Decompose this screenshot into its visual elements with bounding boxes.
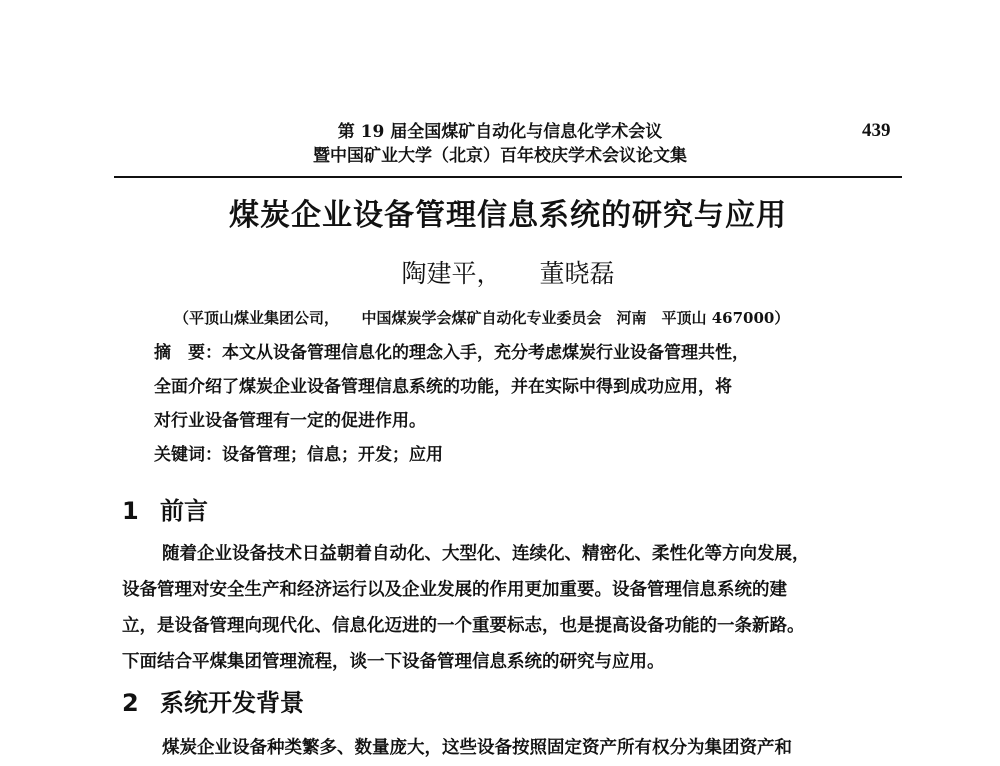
abstract-line: 全面介绍了煤炭企业设备管理信息系统的功能，并在实际中得到成功应用，将 [154, 377, 732, 397]
page-number: 439 [862, 120, 891, 141]
author-name: 陶建平， [401, 259, 502, 288]
section-title: 系统开发背景 [160, 689, 304, 717]
body-paragraph [122, 536, 900, 680]
header-divider [114, 176, 902, 178]
header-line-2: 暨中国矿业大学（北京）百年校庆学术会议论文集 [313, 146, 687, 166]
paragraph-line: 立，是设备管理向现代化、信息化迈进的一个重要标志，也是提高设备功能的一条新路。 [122, 616, 805, 636]
keywords-label: 关键词： [154, 445, 222, 465]
author-name: 董晓磊 [539, 259, 615, 288]
author-list [114, 254, 902, 290]
keywords-text: 设备管理；信息；开发；应用 [222, 445, 443, 465]
abstract-line [154, 336, 854, 370]
section-number: 2 [122, 689, 139, 717]
abstract-line: 对行业设备管理有一定的促进作用。 [154, 411, 426, 431]
abstract [154, 336, 854, 438]
section-title: 前言 [160, 497, 208, 525]
header-line-1: 第 19 届全国煤矿自动化与信息化学术会议 [337, 122, 663, 142]
paragraph-line: 下面结合平煤集团管理流程，谈一下设备管理信息系统的研究与应用。 [122, 652, 665, 672]
paper-title: 煤炭企业设备管理信息系统的研究与应用 [229, 198, 787, 233]
paragraph-line: 设备管理对安全生产和经济运行以及企业发展的作用更加重要。设备管理信息系统的建 [122, 580, 787, 600]
paragraph-line: 煤炭企业设备种类繁多、数量庞大，这些设备按照固定资产所有权分为集团资产和 [162, 738, 792, 758]
section-heading [122, 683, 304, 718]
running-header [200, 120, 800, 168]
affiliation: （平顶山煤业集团公司， 中国煤炭学会煤矿自动化专业委员会 河南 平顶山 467000） [174, 309, 790, 327]
abstract-label: 摘 要： [154, 343, 222, 363]
body-paragraph [122, 730, 900, 766]
section-heading [122, 491, 208, 526]
section-number: 1 [122, 497, 139, 525]
abstract-text: 本文从设备管理信息化的理念入手，充分考虑煤炭行业设备管理共性， [222, 343, 749, 363]
paragraph-line: 随着企业设备技术日益朝着自动化、大型化、连续化、精密化、柔性化等方向发展， [162, 544, 810, 564]
keywords [154, 440, 443, 465]
